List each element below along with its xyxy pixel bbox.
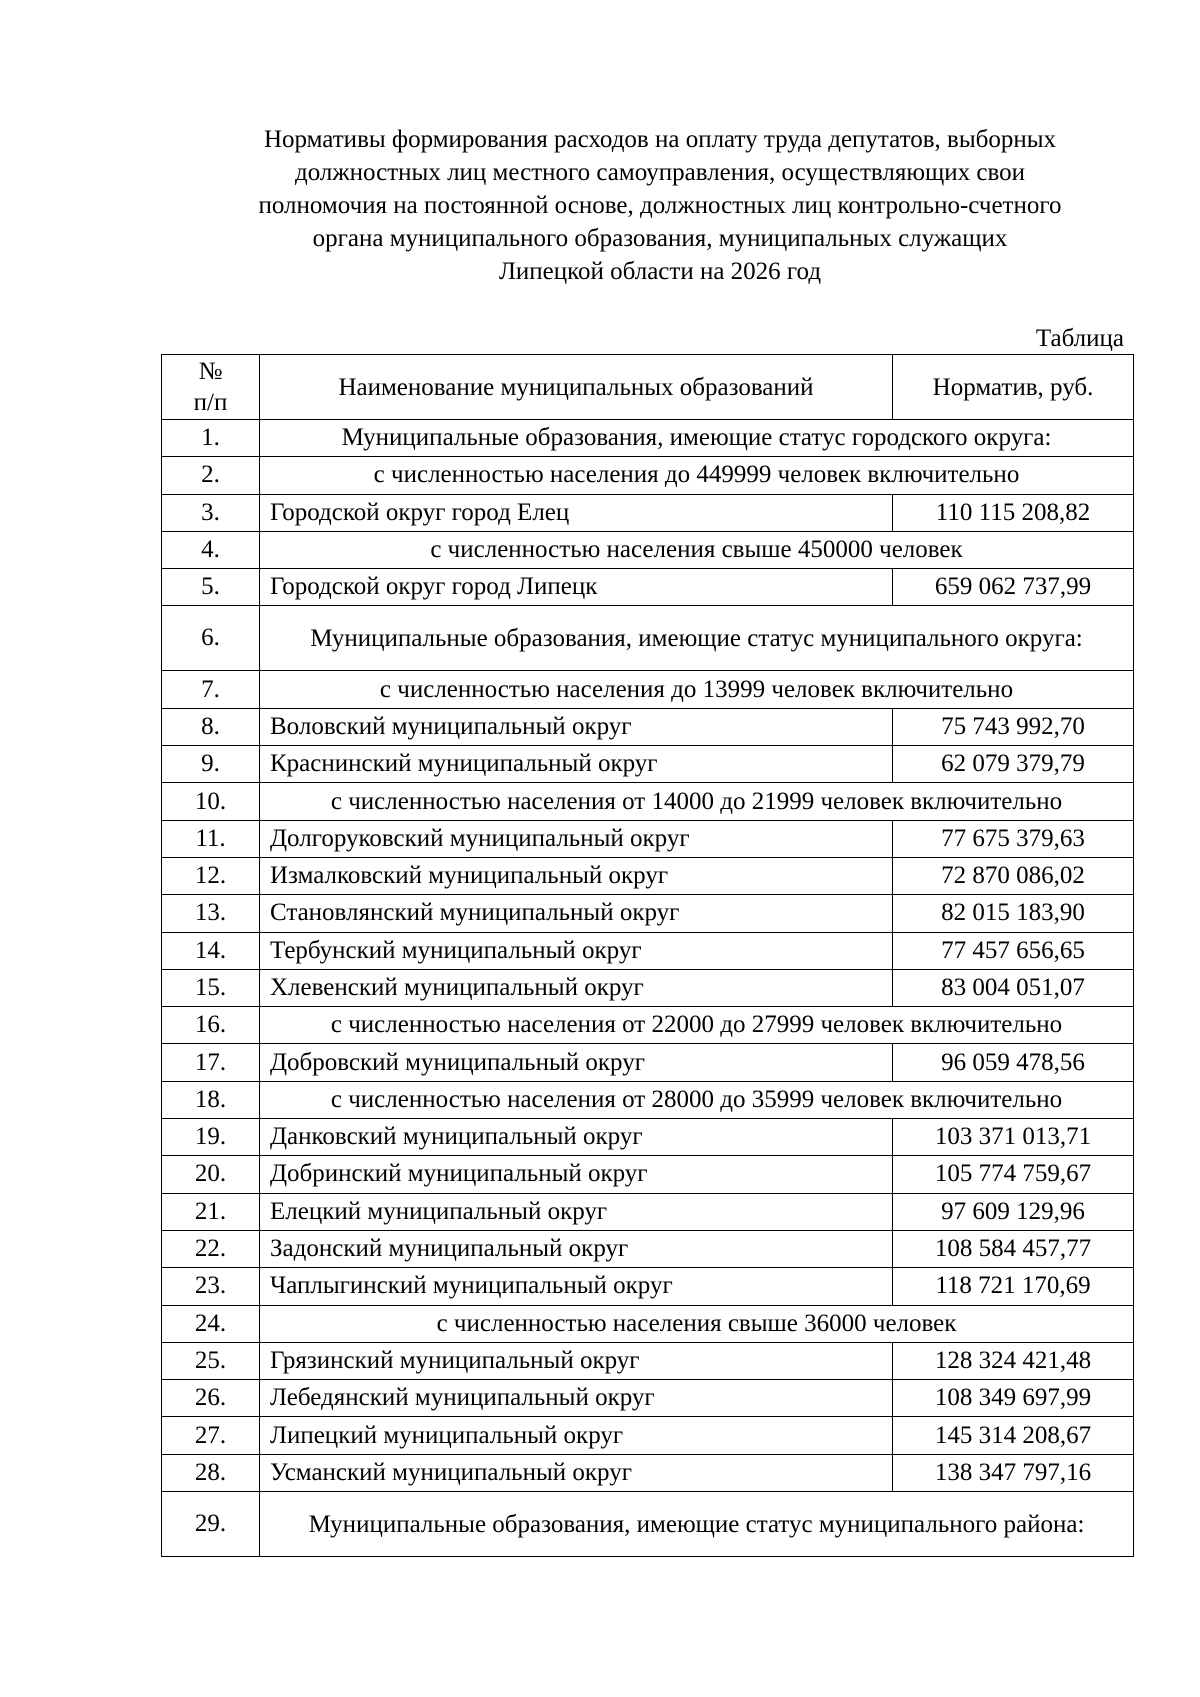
- norm-value-cell: 118 721 170,69: [893, 1268, 1134, 1305]
- title-line: Нормативы формирования расходов на оплату труда депутатов, выборных: [263, 126, 1057, 153]
- row-number-cell: 6.: [162, 606, 260, 671]
- table-row: [162, 820, 1134, 857]
- table-row: [162, 1230, 1134, 1267]
- row-number-cell: 13.: [162, 895, 260, 932]
- row-number-cell: 12.: [162, 857, 260, 894]
- header-num-symbol: №: [198, 358, 223, 385]
- municipality-name-cell: Усманский муниципальный округ: [260, 1454, 893, 1491]
- table-row: [162, 569, 1134, 606]
- group-heading-cell: с численностью населения от 14000 до 21999 человек включительно: [260, 783, 1134, 820]
- municipality-name-cell: Краснинский муниципальный округ: [260, 746, 893, 783]
- table-row: [162, 1342, 1134, 1379]
- header-num-cell: [162, 355, 260, 420]
- table-row: [162, 895, 1134, 932]
- row-number-cell: 28.: [162, 1454, 260, 1491]
- table-row: [162, 1492, 1134, 1557]
- norm-value-cell: 659 062 737,99: [893, 569, 1134, 606]
- row-number-cell: 2.: [162, 457, 260, 494]
- table-header-row: [162, 355, 1134, 420]
- municipality-name-cell: Измалковский муниципальный округ: [260, 857, 893, 894]
- table-row: [162, 1044, 1134, 1081]
- municipality-name-cell: Данковский муниципальный округ: [260, 1119, 893, 1156]
- norm-value-cell: 77 457 656,65: [893, 932, 1134, 969]
- municipality-name-cell: Воловский муниципальный округ: [260, 708, 893, 745]
- municipality-name-cell: Добринский муниципальный округ: [260, 1156, 893, 1193]
- municipality-name-cell: Елецкий муниципальный округ: [260, 1193, 893, 1230]
- row-number-cell: 17.: [162, 1044, 260, 1081]
- table-row: [162, 1119, 1134, 1156]
- table-row: [162, 746, 1134, 783]
- group-heading-cell: с численностью населения до 449999 человек включительно: [260, 457, 1134, 494]
- group-heading-cell: с численностью населения свыше 36000 человек: [260, 1305, 1134, 1342]
- municipality-name-cell: Городской округ город Липецк: [260, 569, 893, 606]
- municipality-name-cell: Лебедянский муниципальный округ: [260, 1380, 893, 1417]
- header-num-abbrev: п/п: [193, 389, 228, 416]
- municipality-name-cell: Хлевенский муниципальный округ: [260, 969, 893, 1006]
- row-number-cell: 16.: [162, 1007, 260, 1044]
- table-row: [162, 420, 1134, 457]
- table-row: [162, 1305, 1134, 1342]
- norm-value-cell: 105 774 759,67: [893, 1156, 1134, 1193]
- norm-value-cell: 145 314 208,67: [893, 1417, 1134, 1454]
- norm-value-cell: 62 079 379,79: [893, 746, 1134, 783]
- municipality-name-cell: Добровский муниципальный округ: [260, 1044, 893, 1081]
- row-number-cell: 19.: [162, 1119, 260, 1156]
- table-row: [162, 1156, 1134, 1193]
- row-number-cell: 14.: [162, 932, 260, 969]
- norm-value-cell: 97 609 129,96: [893, 1193, 1134, 1230]
- municipality-name-cell: Долгоруковский муниципальный округ: [260, 820, 893, 857]
- title-line: должностных лиц местного самоуправления, осуществляющих свои: [294, 159, 1026, 186]
- row-number-cell: 3.: [162, 494, 260, 531]
- document-title: [160, 123, 1160, 288]
- row-number-cell: 22.: [162, 1230, 260, 1267]
- row-number-cell: 20.: [162, 1156, 260, 1193]
- title-line: полномочия на постоянной основе, должностных лиц контрольно-счетного: [258, 192, 1062, 219]
- table-row: [162, 1081, 1134, 1118]
- norm-value-cell: 75 743 992,70: [893, 708, 1134, 745]
- table-row: [162, 932, 1134, 969]
- group-heading-cell: с численностью населения свыше 450000 человек: [260, 531, 1134, 568]
- norm-value-cell: 82 015 183,90: [893, 895, 1134, 932]
- table-row: [162, 457, 1134, 494]
- group-heading-cell: Муниципальные образования, имеющие статус муниципального района:: [260, 1492, 1134, 1557]
- row-number-cell: 15.: [162, 969, 260, 1006]
- row-number-cell: 10.: [162, 783, 260, 820]
- row-number-cell: 27.: [162, 1417, 260, 1454]
- table-row: [162, 1417, 1134, 1454]
- municipality-name-cell: Городской округ город Елец: [260, 494, 893, 531]
- row-number-cell: 21.: [162, 1193, 260, 1230]
- table-row: [162, 1193, 1134, 1230]
- municipality-name-cell: Тербунский муниципальный округ: [260, 932, 893, 969]
- norm-value-cell: 96 059 478,56: [893, 1044, 1134, 1081]
- table-body: [162, 355, 1134, 1557]
- municipality-name-cell: Грязинский муниципальный округ: [260, 1342, 893, 1379]
- row-number-cell: 9.: [162, 746, 260, 783]
- row-number-cell: 29.: [162, 1492, 260, 1557]
- row-number-cell: 24.: [162, 1305, 260, 1342]
- norms-table: [161, 354, 1134, 1557]
- table-row: [162, 857, 1134, 894]
- row-number-cell: 8.: [162, 708, 260, 745]
- row-number-cell: 25.: [162, 1342, 260, 1379]
- row-number-cell: 7.: [162, 671, 260, 708]
- row-number-cell: 26.: [162, 1380, 260, 1417]
- norm-value-cell: 103 371 013,71: [893, 1119, 1134, 1156]
- table-row: [162, 708, 1134, 745]
- municipality-name-cell: Чаплыгинский муниципальный округ: [260, 1268, 893, 1305]
- table-caption: Таблица: [1035, 325, 1124, 352]
- table-row: [162, 531, 1134, 568]
- table-row: [162, 494, 1134, 531]
- norm-value-cell: 108 584 457,77: [893, 1230, 1134, 1267]
- title-line: Липецкой области на 2026 год: [498, 258, 822, 285]
- norm-value-cell: 77 675 379,63: [893, 820, 1134, 857]
- row-number-cell: 4.: [162, 531, 260, 568]
- municipality-name-cell: Становлянский муниципальный округ: [260, 895, 893, 932]
- municipality-name-cell: Липецкий муниципальный округ: [260, 1417, 893, 1454]
- group-heading-cell: с численностью населения до 13999 человек включительно: [260, 671, 1134, 708]
- group-heading-cell: Муниципальные образования, имеющие статус городского округа:: [260, 420, 1134, 457]
- norm-value-cell: 110 115 208,82: [893, 494, 1134, 531]
- header-name-cell: Наименование муниципальных образований: [260, 355, 893, 420]
- norm-value-cell: 83 004 051,07: [893, 969, 1134, 1006]
- norm-value-cell: 128 324 421,48: [893, 1342, 1134, 1379]
- table-row: [162, 606, 1134, 671]
- norm-value-cell: 138 347 797,16: [893, 1454, 1134, 1491]
- row-number-cell: 11.: [162, 820, 260, 857]
- municipality-name-cell: Задонский муниципальный округ: [260, 1230, 893, 1267]
- row-number-cell: 1.: [162, 420, 260, 457]
- row-number-cell: 18.: [162, 1081, 260, 1118]
- group-heading-cell: с численностью населения от 28000 до 35999 человек включительно: [260, 1081, 1134, 1118]
- table-row: [162, 1268, 1134, 1305]
- group-heading-cell: Муниципальные образования, имеющие статус муниципального округа:: [260, 606, 1134, 671]
- table-row: [162, 671, 1134, 708]
- table-row: [162, 1380, 1134, 1417]
- header-value-cell: Норматив, руб.: [893, 355, 1134, 420]
- norm-value-cell: 108 349 697,99: [893, 1380, 1134, 1417]
- norm-value-cell: 72 870 086,02: [893, 857, 1134, 894]
- table-row: [162, 783, 1134, 820]
- table-row: [162, 1007, 1134, 1044]
- title-line: органа муниципального образования, муниципальных служащих: [312, 225, 1008, 252]
- table-row: [162, 969, 1134, 1006]
- row-number-cell: 23.: [162, 1268, 260, 1305]
- group-heading-cell: с численностью населения от 22000 до 27999 человек включительно: [260, 1007, 1134, 1044]
- row-number-cell: 5.: [162, 569, 260, 606]
- table-row: [162, 1454, 1134, 1491]
